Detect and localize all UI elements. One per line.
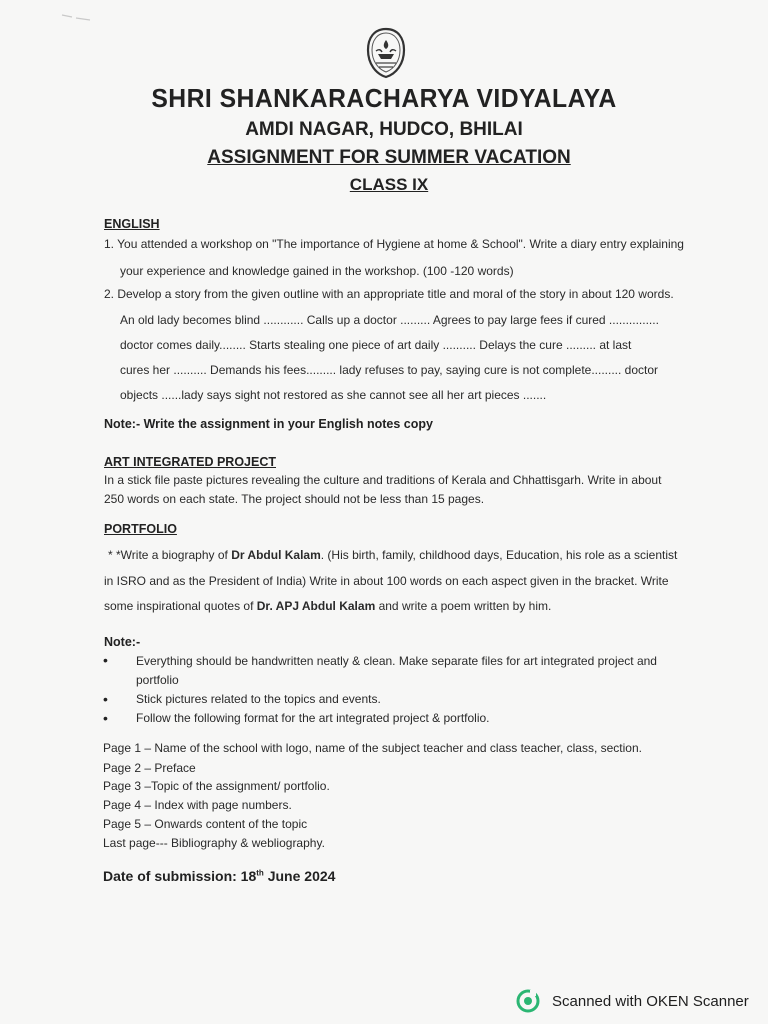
submission-month-year: June 2024 (263, 868, 336, 884)
portfolio-line3-end: and write a poem written by him. (375, 599, 552, 613)
art-line1: In a stick file paste pictures revealing the culture and traditions of Kerala and Chhattisgarh. Write in about (104, 473, 662, 487)
notes-bullet1: Everything should be handwritten neatly & clean. Make separate files for art integrated project and (136, 654, 657, 668)
portfolio-heading: PORTFOLIO (104, 522, 177, 536)
notes-heading: Note:- (104, 635, 141, 649)
portfolio-line1-start: * *Write a biography of (108, 548, 232, 562)
portfolio-apj-name: Dr. APJ Abdul Kalam (256, 599, 376, 613)
portfolio-line2: in ISRO and as the President of India) Write in about 100 words on each aspect given in the bracket. Write (104, 574, 669, 588)
bullet-dot-icon: • (103, 710, 108, 726)
notes-bullet2: Stick pictures related to the topics and events. (136, 692, 381, 706)
portfolio-line3 (104, 599, 551, 613)
english-q2-line3: doctor comes daily........ Starts stealing one piece of art daily .......... Delays the cure ......... at last (120, 338, 632, 352)
english-q2-line4: cures her .......... Demands his fees......... lady refuses to pay, saying cure is not complete......... doctor (120, 363, 659, 377)
art-line2: 250 words on each state. The project should not be less than 15 pages. (104, 492, 485, 506)
english-q1-line1: 1. You attended a workshop on "The importance of Hygiene at home & School". Write a diary entry explaining (104, 237, 684, 251)
english-q2-line1: 2. Develop a story from the given outline with an appropriate title and moral of the story in about 120 words. (104, 287, 674, 301)
notes-bullet1-cont: portfolio (136, 673, 179, 687)
bullet-dot-icon: • (103, 652, 108, 668)
english-note: Note:- Write the assignment in your English notes copy (104, 417, 433, 431)
english-q1-line2: your experience and knowledge gained in the workshop. (100 -120 words) (120, 264, 514, 278)
submission-label: Date of submission: 18 (103, 868, 257, 884)
notes-bullet3: Follow the following format for the art integrated project & portfolio. (136, 711, 490, 725)
bullet-dot-icon: • (103, 691, 108, 707)
submission-date-suffix: th (256, 868, 264, 878)
format-page5: Page 5 – Onwards content of the topic (103, 817, 308, 831)
portfolio-line1 (108, 548, 677, 562)
scanner-watermark (516, 989, 749, 1013)
school-address: AMDI NAGAR, HUDCO, BHILAI (245, 119, 523, 140)
format-page3: Page 3 –Topic of the assignment/ portfolio. (103, 779, 330, 793)
scan-smudge-mark (60, 12, 94, 22)
english-q2-line2: An old lady becomes blind ............ Calls up a doctor ......... Agrees to pay large fees if cured ............... (120, 313, 659, 327)
class-label: CLASS IX (349, 175, 429, 194)
portfolio-kalam-name: Dr Abdul Kalam (231, 548, 321, 562)
format-last-page: Last page--- Bibliography & webliography. (103, 836, 325, 850)
art-heading: ART INTEGRATED PROJECT (104, 455, 276, 469)
format-page4: Page 4 – Index with page numbers. (103, 798, 292, 812)
assignment-title: ASSIGNMENT FOR SUMMER VACATION (207, 147, 571, 168)
portfolio-line3-start: some inspirational quotes of (104, 599, 257, 613)
format-page2: Page 2 – Preface (103, 761, 196, 775)
format-page1: Page 1 – Name of the school with logo, name of the subject teacher and class teacher, class, section. (103, 741, 642, 755)
scanner-text: Scanned with OKEN Scanner (552, 992, 749, 1010)
school-name: SHRI SHANKARACHARYA VIDYALAYA (151, 83, 617, 113)
portfolio-line1-end: . (His birth, family, childhood days, Education, his role as a scientist (320, 548, 678, 562)
oken-scanner-icon (516, 989, 540, 1013)
school-emblem-icon (364, 26, 408, 80)
english-q2-line5: objects ......lady says sight not restored as she cannot see all her art pieces ....... (120, 388, 547, 402)
english-heading: ENGLISH (104, 217, 160, 231)
submission-date (103, 868, 335, 884)
